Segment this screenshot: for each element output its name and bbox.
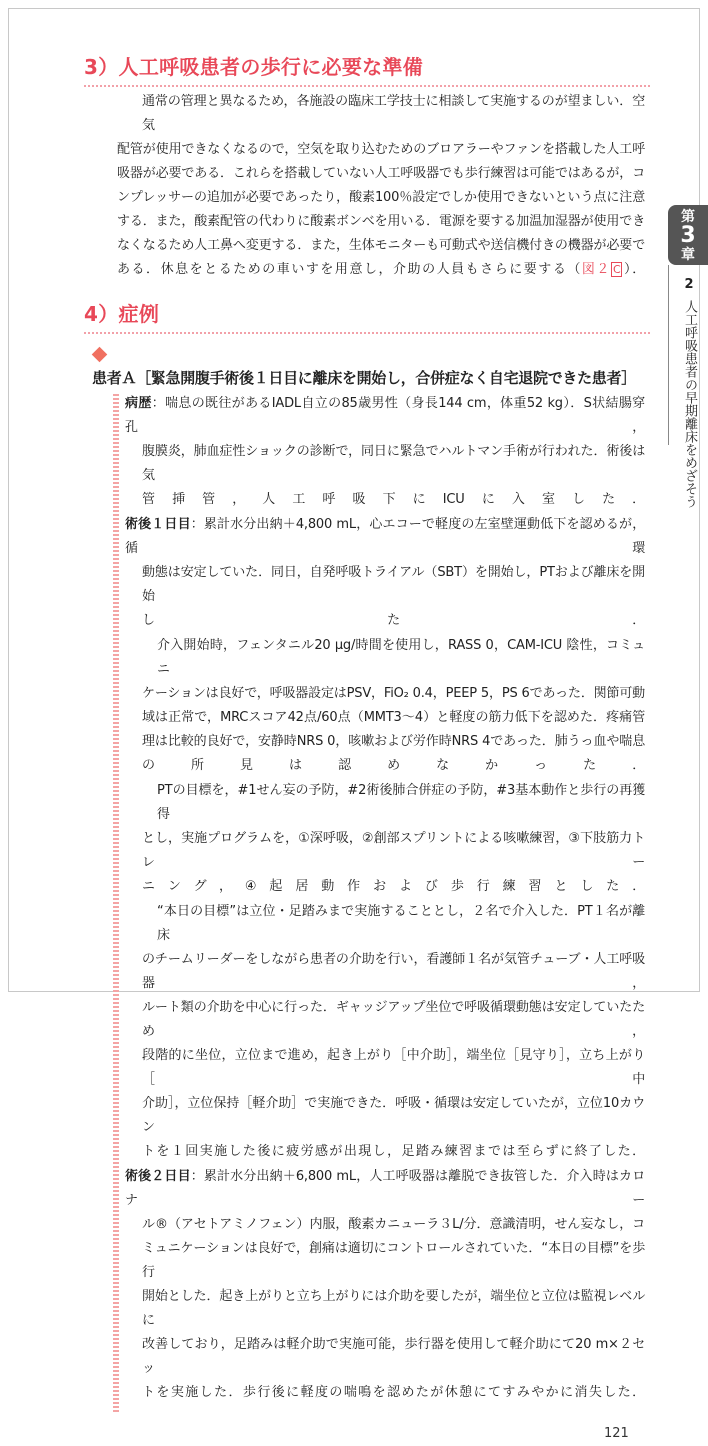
line-text: 腹膜炎，肺血症性ショックの診断で，同日に緊急でハルトマン手術が行われた．術後は気 [142,444,645,483]
paragraph-line [125,900,645,948]
line-text: トを実施した．歩行後に軽度の喘鳴を認めたが休憩にてすみやかに消失した． [142,1385,645,1400]
paragraph-line [125,1237,645,1285]
page-number: 121 [604,1426,629,1441]
figure-ref[interactable]: 図２ [581,262,611,277]
section-4-heading: 4）症例 [84,302,160,326]
case-entry [125,513,645,633]
paragraph-line [125,1044,645,1092]
paragraph-line [125,440,645,488]
paragraph-line [125,1092,645,1140]
line-text: ニング，④起居動作および歩行練習とした． [142,879,645,894]
case-title [92,345,650,389]
chapter-number: 3 [680,223,696,248]
main-column [84,54,650,1446]
chapter-tab[interactable] [668,205,708,265]
figure-link[interactable] [582,262,623,277]
paragraph-line [125,827,645,875]
paragraph-line [125,1285,645,1333]
line-text: PTの目標を，#1せん妄の予防，#2術後肺合併症の予防，#3基本動作と歩行の再獲得 [157,783,645,822]
line-text: 動態は安定していた．同日，自発呼吸トライアル（SBT）を開始し，PTおよび離床を開始 [142,565,645,604]
line-text: 理は比較的良好で，安静時NRS 0，咳嗽および労作時NRS 4であった．肺うっ血や喘息 [142,734,645,749]
line-text: した． [142,613,645,628]
paragraph-line [125,609,645,633]
heading-underline [84,85,650,87]
paragraph-line [125,1140,645,1164]
paragraph-line [125,513,645,561]
paragraph-line: する．また，酸素配管の代わりに酸素ボンベを用いる．電源を要する加温加湿器が使用でき [117,214,645,229]
section-number: 2 [684,277,694,292]
paragraph-line: 配管が使用できなくなるので，空気を取り込むためのブロアラーやファンを搭載した人工呼 [117,142,645,157]
line-text: トを１回実施した後に疲労感が出現し，足踏み練習までは至らずに終了した． [142,1144,645,1159]
case-entry [125,1165,645,1405]
paragraph-line [125,561,645,609]
paragraph-line [125,875,645,899]
section-3-paragraph [117,90,645,282]
section-3-heading: 3）人工呼吸患者の歩行に必要な準備 [84,55,424,79]
line-text: ル®（アセトアミノフェン）内服，酸素カニューラ３L/分．意識清明，せん妄なし，コ [142,1217,645,1232]
chapter-suffix: 章 [681,247,695,263]
line-text: “本日の目標”は立位・足踏みまで実施することとし，２名で介入した．PT１名が離床 [157,904,645,943]
paragraph-line [125,706,645,730]
line-text: とし，実施プログラムを，①深呼吸，②創部スプリントによる咳嗽練習，③下肢筋力トレー [142,831,645,870]
case-title-text: 患者Ａ［緊急開腹手術後１日目に離床を開始し，合併症なく自宅退院できた患者］ [92,369,636,387]
paragraph-line [125,392,645,440]
line-text: のチームリーダーをしながら患者の介助を行い，看護師１名が気管チューブ・人工呼吸器， [142,952,645,991]
line-text: 管挿管，人工呼吸下にICUに入室した． [142,492,645,507]
line-text: ：累計水分出納＋4,800 mL，心エコーで軽度の左室壁運動低下を認めるが，循環 [125,517,645,556]
section-title: 人工呼吸患者の早期離床をめざそう [682,300,697,508]
diamond-bullet-icon [92,347,108,363]
entry-label: 病歴 [125,396,152,411]
entry-label: 術後２日目 [125,1169,191,1184]
line-text: ルート類の介助を中心に行った．ギャッジアップ坐位で呼吸循環動態は安定していたため， [142,1000,645,1039]
line-text: ある．休息をとるための車いすを用意し，介助の人員もさらに要する（ [117,262,582,277]
running-section-title [678,274,700,508]
paragraph-line [125,1213,645,1237]
line-text: の所見は認めなかった． [142,758,645,773]
case-entry [125,392,645,512]
paragraph-line [125,754,645,778]
paragraph-line: ンプレッサーの追加が必要であったり，酸素100％設定でしか使用できないという点に注意 [117,190,645,205]
case-body [113,392,645,1406]
paragraph-line [125,948,645,996]
case-paragraph [125,634,645,778]
line-text: 段階的に坐位，立位まで進め，起き上がり［中介助］，端坐位［見守り］，立ち上がり［中 [142,1048,645,1087]
paragraph-line [125,488,645,512]
line-text: 改善しており，足踏みは軽介助で実施可能，歩行器を使用して軽介助にて20 m×２セッ [142,1337,645,1376]
case-paragraph [125,779,645,899]
paragraph-line [125,1165,645,1213]
paragraph-line [125,1333,645,1381]
heading-underline [84,332,650,334]
paragraph-line [125,996,645,1044]
line-text: 介入開始時，フェンタニル20 μg/時間を使用し，RASS 0，CAM-ICU 陰性，コミュニ [157,638,645,677]
entry-label: 術後１日目 [125,517,191,532]
line-text: ）． [622,262,645,277]
paragraph-line: 通常の管理と異なるため，各施設の臨床工学技士に相談して実施するのが望ましい．空気 [142,94,645,133]
paragraph-line [117,258,645,282]
paragraph-line [125,730,645,754]
line-text: ：喘息の既往があるIADL自立の85歳男性（身長144 cm，体重52 kg）．S状結腸穿孔， [125,396,645,435]
chapter-prefix: 第 [681,209,695,225]
paragraph-line: なくなるため人工鼻へ変更する．また，生体モニターも可動式や送信機付きの機器が必要で [117,238,645,253]
line-text: ミュニケーションは良好で，創痛は適切にコントロールされていた．“本日の目標”を歩行 [142,1241,645,1280]
case-paragraph [125,900,645,1164]
line-text: ：累計水分出納＋6,800 mL，人工呼吸器は離脱でき抜管した．介入時はカロナー [125,1169,645,1208]
paragraph-line [125,682,645,706]
line-text: 介助］，立位保持［軽介助］で実施できた．呼吸・循環は安定していたが，立位10カウン [142,1096,645,1135]
paragraph-line [125,1381,645,1405]
paragraph-line [125,634,645,682]
paragraph-line [125,779,645,827]
figure-panel-ref[interactable]: C [612,263,621,276]
line-text: 域は正常で，MRCスコア42点/60点（MMT3～4）と軽度の筋力低下を認めた．疼痛管 [142,710,645,725]
line-text: ケーションは良好で，呼吸器設定はPSV，FiO₂ 0.4，PEEP 5，PS 6であった．関節可動 [142,686,645,701]
side-divider [668,265,669,445]
line-text: 開始とした．起き上がりと立ち上がりには介助を要したが，端坐位と立位は監視レベルに [142,1289,645,1328]
paragraph-line: 吸器が必要である．これらを搭載していない人工呼吸器でも歩行練習は可能ではあるが，コ [117,166,645,181]
